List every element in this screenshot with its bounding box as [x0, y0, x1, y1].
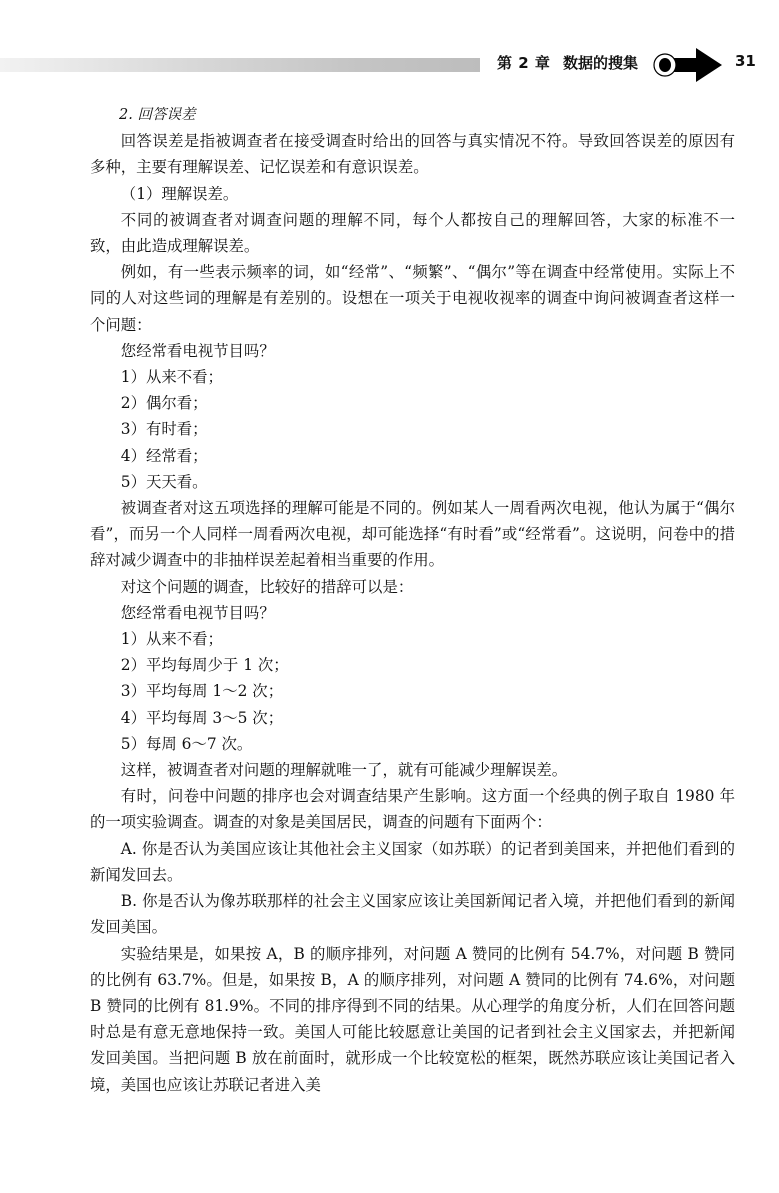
survey-question: 您经常看电视节目吗？: [120, 341, 275, 360]
paragraph: 有时，问卷中问题的排序也会对调查结果产生影响。这方面一个经典的例子取自 1980 年的一项实验调查。调查的对象是美国居民，调查的问题有下面两个：: [90, 787, 735, 832]
list-item: 2）平均每周少于 1 次；: [120, 656, 289, 675]
paragraph: 不同的被调查者对调查问题的理解不同，每个人都按自己的理解回答，大家的标准不一致，由此造成理解误差。: [90, 210, 735, 256]
list-item: 4）经常看；: [120, 446, 208, 465]
list-item: 5）天天看。: [120, 472, 208, 491]
paragraph: 例如，有一些表示频率的词，如“经常”、“频繁”、“偶尔”等在调查中经常使用。实际上不同的人对这些词的理解是有差别的。设想在一项关于电视收视率的调查中询问被调查者这样一个问题：: [90, 263, 735, 334]
paragraph: 对这个问题的调查，比较好的措辞可以是：: [120, 577, 414, 596]
paragraph: A. 你是否认为美国应该让其他社会主义国家（如苏联）的记者到美国来，并把他们看到的新闻发回去。: [90, 839, 735, 884]
paragraph: 被调查者对这五项选择的理解可能是不同的。例如某人一周看两次电视，他认为属于“偶尔看”，而另一个人同样一周看两次电视，却可能选择“有时看”或“经常看”。这说明，问卷中的措辞对减少调查中的非抽样误差起着相当重要的作用。: [90, 499, 735, 570]
chapter-title: 数据的搜集: [563, 54, 639, 72]
paragraph: B. 你是否认为像苏联那样的社会主义国家应该让美国新闻记者入境，并把他们看到的新闻发回美国。: [90, 892, 735, 937]
list-item: 1）从来不看；: [120, 368, 223, 387]
page-number: 31: [735, 52, 756, 70]
paragraph: 回答误差是指被调查者在接受调查时给出的回答与真实情况不符。导致回答误差的原因有多种，主要有理解误差、记忆误差和有意识误差。: [90, 132, 735, 177]
header-decorative-stripe: [0, 58, 480, 72]
arrow-right-icon: [652, 46, 724, 84]
list-item: 3）平均每周 1～2 次；: [120, 682, 284, 701]
list-item: 1）从来不看；: [120, 630, 223, 649]
paragraph: 这样，被调查者对问题的理解就唯一了，就有可能减少理解误差。: [120, 761, 568, 780]
chapter-label: 第 2 章: [497, 54, 551, 72]
paragraph: （1）理解误差。: [120, 184, 239, 203]
survey-question: 您经常看电视节目吗？: [120, 603, 275, 622]
list-item: 5）每周 6～7 次。: [120, 734, 253, 753]
running-header: [0, 46, 779, 84]
list-item: 2）偶尔看；: [120, 394, 208, 413]
list-item: 4）平均每周 3～5 次；: [120, 708, 284, 727]
section-heading: 2. 回答误差: [119, 107, 196, 123]
paragraph: 实验结果是，如果按 A，B 的顺序排列，对问题 A 赞同的比例有 54.7%，对问题 B 赞同的比例有 63.7%。但是，如果按 B，A 的顺序排列，对问题 A 赞同的比例有 74.6%，对问题 B 赞同的比例有 81.9%。不同的排序得到不同的结果。从心理学的角度分析，人们在回答问题时总是有意无意地保持一致。美国人可能比较愿意让美国的记者到社会主义国家去，并把新闻发回美国。当把问题 B 放在前面时，就形成一个比较宽松的框架，既然苏联应该让美国记者入境，美国也应该让苏联记者进入美: [90, 944, 735, 1094]
page-body: [90, 102, 735, 1098]
list-item: 3）有时看；: [120, 420, 208, 439]
